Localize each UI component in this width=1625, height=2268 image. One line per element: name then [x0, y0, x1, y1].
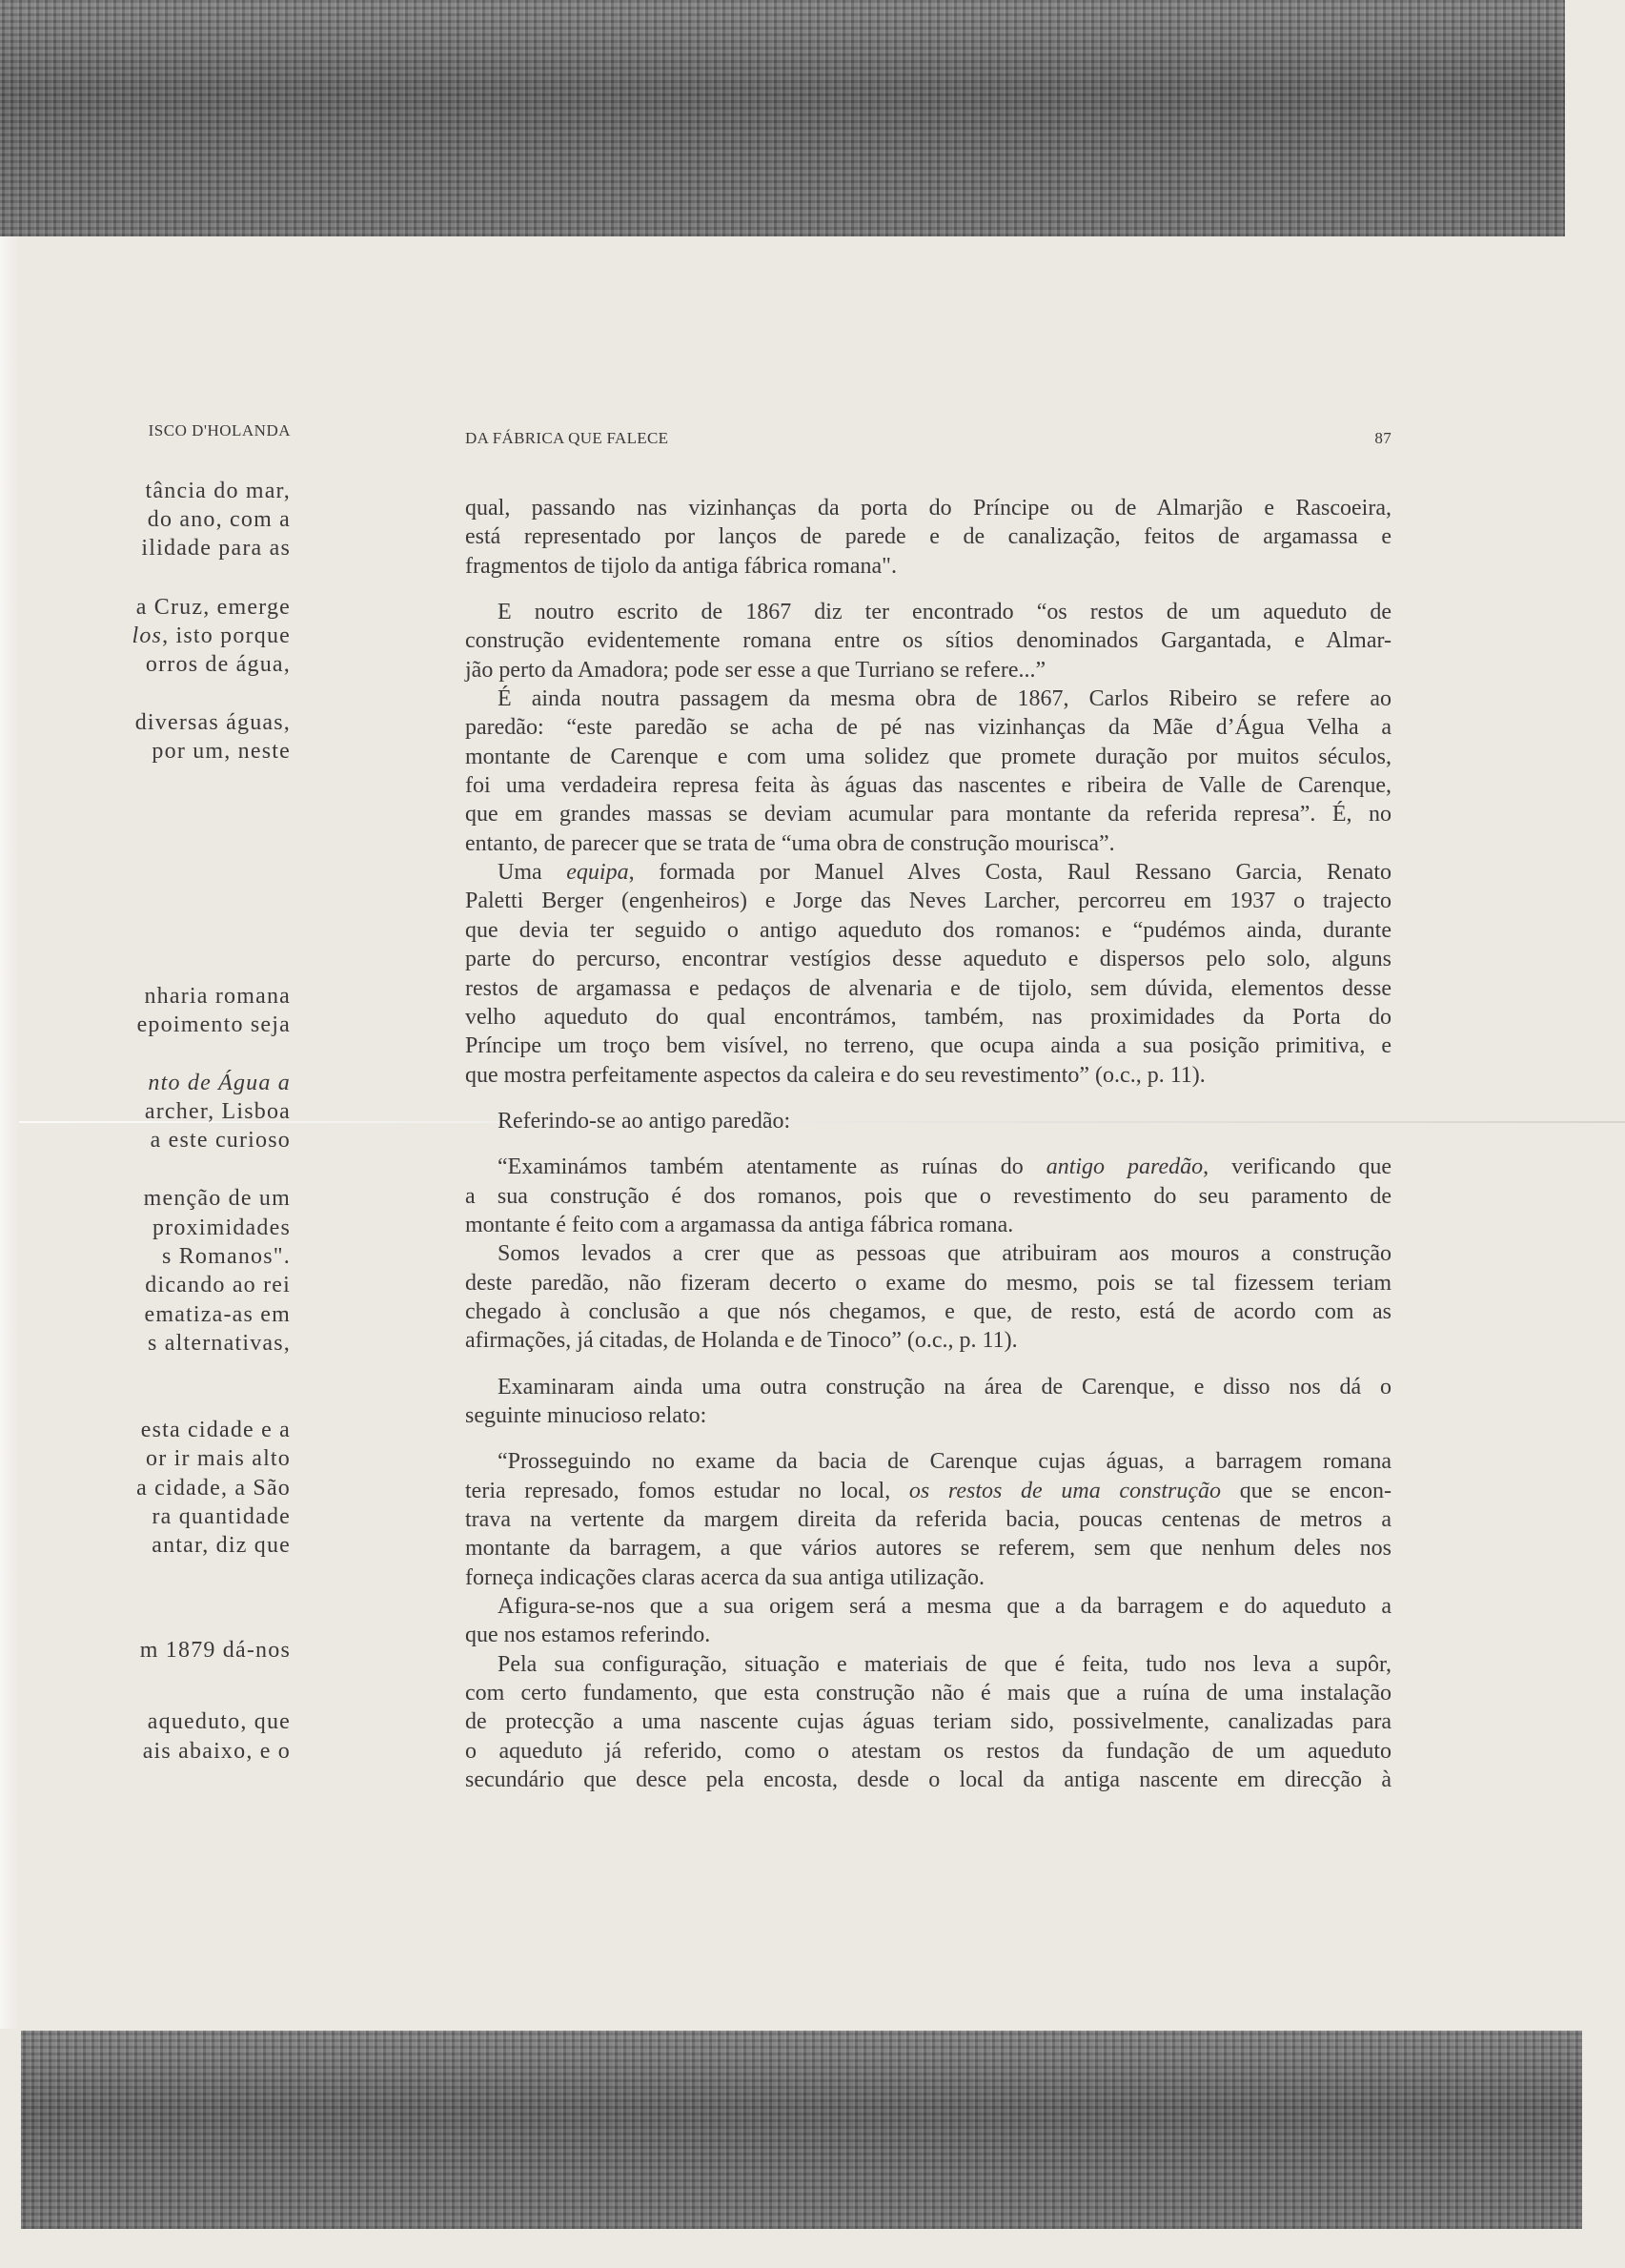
text-run: m 1879 dá-nos — [139, 1638, 291, 1663]
paragraph — [465, 1447, 1391, 1592]
paragraph — [465, 494, 1391, 581]
text-run: paredão: “este paredão se acha de pé nas vizinhanças da Mãe d’Água Velha a — [465, 715, 1391, 741]
body-text — [465, 494, 1391, 1794]
text-line — [465, 522, 1391, 551]
text-run: jão perto da Amadora; pode ser esse a que Turriano se refere...” — [465, 657, 1046, 683]
text-run: ais abaixo, e o — [142, 1739, 291, 1764]
text-run: restos de argamassa e pedaços de alvenaria e de tijolo, sem dúvida, elementos desse — [465, 975, 1391, 1001]
left-running-head: ISCO D'HOLANDA — [148, 421, 291, 439]
left-page-fragment — [29, 0, 291, 1907]
left-text-line — [136, 1475, 291, 1502]
text-line — [465, 1182, 1391, 1211]
text-run: É ainda noutra passagem da mesma obra de 1867, Carlos Ribeiro se refere ao — [498, 686, 1391, 712]
text-line — [465, 1766, 1391, 1794]
text-run: que se encon- — [1221, 1478, 1391, 1503]
text-run: Somos levados a crer que as pessoas que atribuiram aos mouros a construção — [498, 1241, 1391, 1267]
left-text-line — [140, 1637, 291, 1664]
text-run: fragmentos de tijolo da antiga fábrica romana". — [465, 553, 897, 579]
text-line — [465, 1297, 1391, 1326]
left-text-line — [148, 1070, 291, 1096]
text-line — [465, 887, 1391, 915]
text-line — [465, 1592, 1391, 1621]
text-line — [465, 1107, 1391, 1135]
text-run: E noutro escrito de 1867 diz ter encontrado “os restos de um aqueduto de — [498, 600, 1391, 625]
paragraph — [465, 598, 1391, 684]
text-run: do ano, com a — [147, 507, 291, 532]
text-line — [465, 494, 1391, 522]
text-line — [465, 713, 1391, 742]
left-text-line — [141, 535, 291, 562]
text-run: dicando ao rei — [145, 1273, 291, 1297]
text-line — [465, 598, 1391, 626]
text-run: ilidade para as — [141, 536, 291, 561]
italic-text: nto de Água a — [148, 1071, 291, 1095]
paragraph — [465, 1107, 1391, 1135]
text-run: de protecção a uma nascente cujas águas teriam sido, possivelmente, canalizadas para — [465, 1709, 1391, 1735]
text-run: montante da barragem, a que vários autores se referem, sem que nenhum deles nos — [465, 1536, 1391, 1562]
text-run: ematiza-as em — [144, 1302, 291, 1327]
paragraph — [465, 1650, 1391, 1795]
left-text-line — [146, 1445, 291, 1472]
left-text-line — [144, 983, 291, 1010]
text-run: foi uma verdadeira represa feita às águas das nascentes e ribeira de Valle de Carenque, — [465, 773, 1391, 799]
text-line — [465, 1447, 1391, 1476]
text-run: , formada por Manuel Alves Costa, Raul Ressano Garcia, Renato — [628, 860, 1391, 886]
text-line — [465, 858, 1391, 887]
text-line — [465, 684, 1391, 713]
text-run: archer, Lisboa — [144, 1099, 291, 1124]
text-run: teria represado, fomos estudar no local, — [465, 1478, 909, 1503]
text-run: com certo fundamento, que esta construção não é mais que a ruína de uma instalação — [465, 1681, 1391, 1706]
left-text-line — [148, 506, 291, 533]
text-run: antar, diz que — [152, 1533, 291, 1558]
text-run: deste paredão, não fizeram decerto o exame do mesmo, pois se tal fizessem teriam — [465, 1270, 1391, 1296]
paragraph — [465, 858, 1391, 1090]
text-run: a este curioso — [150, 1128, 291, 1153]
left-text-line — [162, 1243, 291, 1270]
text-line — [465, 1061, 1391, 1090]
left-text-line — [152, 1532, 291, 1559]
text-run: esta cidade e a — [140, 1418, 291, 1442]
text-line — [465, 800, 1391, 828]
paragraph — [465, 1153, 1391, 1239]
paragraph — [465, 1373, 1391, 1431]
left-text-line — [148, 1708, 291, 1735]
scan-dark-band-bottom — [21, 2031, 1582, 2229]
text-run: s alternativas, — [148, 1331, 291, 1356]
paragraph — [465, 1592, 1391, 1650]
text-line — [465, 771, 1391, 800]
text-run: trava na vertente da margem direita da referida bacia, poucas centenas de metros a — [465, 1507, 1391, 1532]
text-line — [465, 1707, 1391, 1736]
text-line — [465, 1477, 1391, 1505]
text-line — [465, 1032, 1391, 1060]
left-text-line — [145, 1098, 291, 1125]
text-line — [465, 974, 1391, 1003]
text-run: está representado por lanços de parede e de canalização, feitos de argamassa e — [465, 524, 1391, 550]
text-run: secundário que desce pela encosta, desde o local da antiga nascente em direcção à — [465, 1767, 1391, 1793]
text-run: Referindo-se ao antigo paredão: — [498, 1108, 791, 1134]
left-text-line — [148, 1330, 291, 1357]
left-text-line — [137, 1011, 291, 1038]
text-line — [465, 743, 1391, 771]
text-run: epoimento seja — [136, 1012, 291, 1037]
text-run: s Romanos". — [161, 1244, 291, 1269]
left-text-line — [146, 478, 291, 504]
text-line — [465, 945, 1391, 973]
italic-text: equipa — [566, 860, 629, 886]
text-run: construção evidentemente romana entre os sítios denominados Gargantada, e Almar- — [465, 628, 1391, 654]
text-line — [465, 552, 1391, 581]
text-line — [465, 916, 1391, 945]
text-run: forneça indicações claras acerca da sua antiga utilização. — [465, 1564, 985, 1590]
text-line — [465, 1239, 1391, 1268]
text-line — [465, 1326, 1391, 1355]
text-line — [465, 829, 1391, 858]
italic-text: antigo paredão — [1046, 1154, 1204, 1180]
paragraph — [465, 684, 1391, 858]
text-line — [465, 626, 1391, 655]
text-run: Pela sua configuração, situação e materiais de que é feita, tudo nos leva a supôr, — [498, 1651, 1391, 1677]
text-run: , verificando que — [1203, 1154, 1392, 1180]
running-head-title: DA FÁBRICA QUE FALECE — [465, 429, 669, 447]
text-run: a cidade, a São — [136, 1476, 291, 1501]
text-run: parte do percurso, encontrar vestígios desse aqueduto e dispersos pelo solo, alguns — [465, 947, 1391, 972]
text-line — [465, 1269, 1391, 1297]
text-run: ra quantidade — [152, 1504, 291, 1529]
text-run: , isto porque — [162, 623, 291, 648]
left-text-line — [146, 651, 291, 678]
text-line — [465, 656, 1391, 684]
text-run: qual, passando nas vizinhanças da porta do Príncipe ou de Almarjão e Rascoeira, — [465, 496, 1391, 521]
text-run: entanto, de parecer que se trata de “uma obra de construção mourisca”. — [465, 830, 1115, 856]
text-line — [465, 1563, 1391, 1592]
left-text-line — [145, 1272, 291, 1298]
text-run: aqueduto, que — [147, 1709, 291, 1734]
left-text-line — [152, 738, 291, 765]
text-run: Paletti Berger (engenheiros) e Jorge das Neves Larcher, percorreu em 1937 o trajecto — [465, 889, 1391, 914]
text-run: or ir mais alto — [146, 1446, 291, 1471]
text-run: a Cruz, emerge — [135, 595, 291, 620]
text-run: afirmações, já citadas, de Holanda e de Tinoco” (o.c., p. 11). — [465, 1328, 1018, 1354]
page-edge — [0, 236, 19, 2029]
left-text-line — [152, 1215, 291, 1241]
left-text-line — [151, 1127, 291, 1154]
text-line — [465, 1373, 1391, 1401]
text-run: “Examinámos também atentamente as ruínas do — [498, 1154, 1046, 1180]
text-run: Uma — [498, 860, 567, 886]
text-run: “Prosseguindo no exame da bacia de Carenque cujas águas, a barragem romana — [498, 1449, 1391, 1475]
text-run: montante é feito com a argamassa da antiga fábrica romana. — [465, 1212, 1014, 1237]
text-line — [465, 1621, 1391, 1649]
text-run: menção de um — [143, 1186, 291, 1211]
left-text-line — [144, 1301, 291, 1328]
text-line — [465, 1003, 1391, 1032]
left-text-line — [135, 709, 291, 736]
text-line — [465, 1211, 1391, 1239]
text-run: tância do mar, — [145, 479, 291, 503]
text-run: Príncipe um troço bem visível, no terreno, que ocupa ainda a sua posição primitiva, e — [465, 1033, 1391, 1059]
text-run: que nos estamos referindo. — [465, 1623, 711, 1648]
italic-text: os restos de uma construção — [908, 1478, 1222, 1503]
text-run: diversas águas, — [134, 710, 291, 735]
italic-text: los — [132, 623, 163, 648]
text-run: Afigura-se-nos que a sua origem será a mesma que a da barragem e do aqueduto a — [498, 1594, 1391, 1620]
text-run: o aqueduto já referido, como o atestam os restos da fundação de um aqueduto — [465, 1738, 1391, 1764]
text-line — [465, 1737, 1391, 1766]
text-line — [465, 1679, 1391, 1707]
text-line — [465, 1650, 1391, 1679]
text-run: velho aqueduto do qual encontrámos, também, nas proximidades da Porta do — [465, 1004, 1391, 1030]
left-text-line — [132, 623, 291, 649]
text-line — [465, 1534, 1391, 1563]
paragraph — [465, 1239, 1391, 1355]
left-text-line — [144, 1185, 291, 1212]
text-run: nharia romana — [144, 984, 291, 1009]
text-run: seguinte minucioso relato: — [465, 1402, 707, 1428]
left-text-line — [136, 594, 291, 621]
text-run: que devia ter seguido o antigo aqueduto dos romanos: e “pudémos ainda, durante — [465, 917, 1391, 943]
text-run: proximidades — [152, 1216, 291, 1240]
text-run: Examinaram ainda uma outra construção na área de Carenque, e disso nos dá o — [498, 1374, 1391, 1400]
text-run: a sua construção é dos romanos, pois que o revestimento do seu paramento de — [465, 1183, 1391, 1209]
text-run: que em grandes massas se deviam acumular para montante da referida represa”. É, no — [465, 802, 1391, 828]
text-line — [465, 1153, 1391, 1181]
text-run: montante de Carenque e com uma solidez que promete duração por muitos séculos, — [465, 744, 1391, 769]
text-line — [465, 1505, 1391, 1534]
running-head — [465, 429, 1391, 448]
left-text-line — [152, 1503, 291, 1530]
page-number: 87 — [1374, 429, 1391, 447]
left-text-line — [141, 1417, 291, 1443]
left-text-line — [143, 1738, 291, 1765]
text-line — [465, 1401, 1391, 1430]
text-run: que mostra perfeitamente aspectos da caleira e do seu revestimento” (o.c., p. 11). — [465, 1062, 1206, 1088]
text-run: chegado à conclusão a que nós chegamos, e que, de resto, está de acordo com as — [465, 1298, 1391, 1324]
text-run: por um, neste — [152, 739, 291, 764]
text-run: orros de água, — [145, 652, 291, 677]
